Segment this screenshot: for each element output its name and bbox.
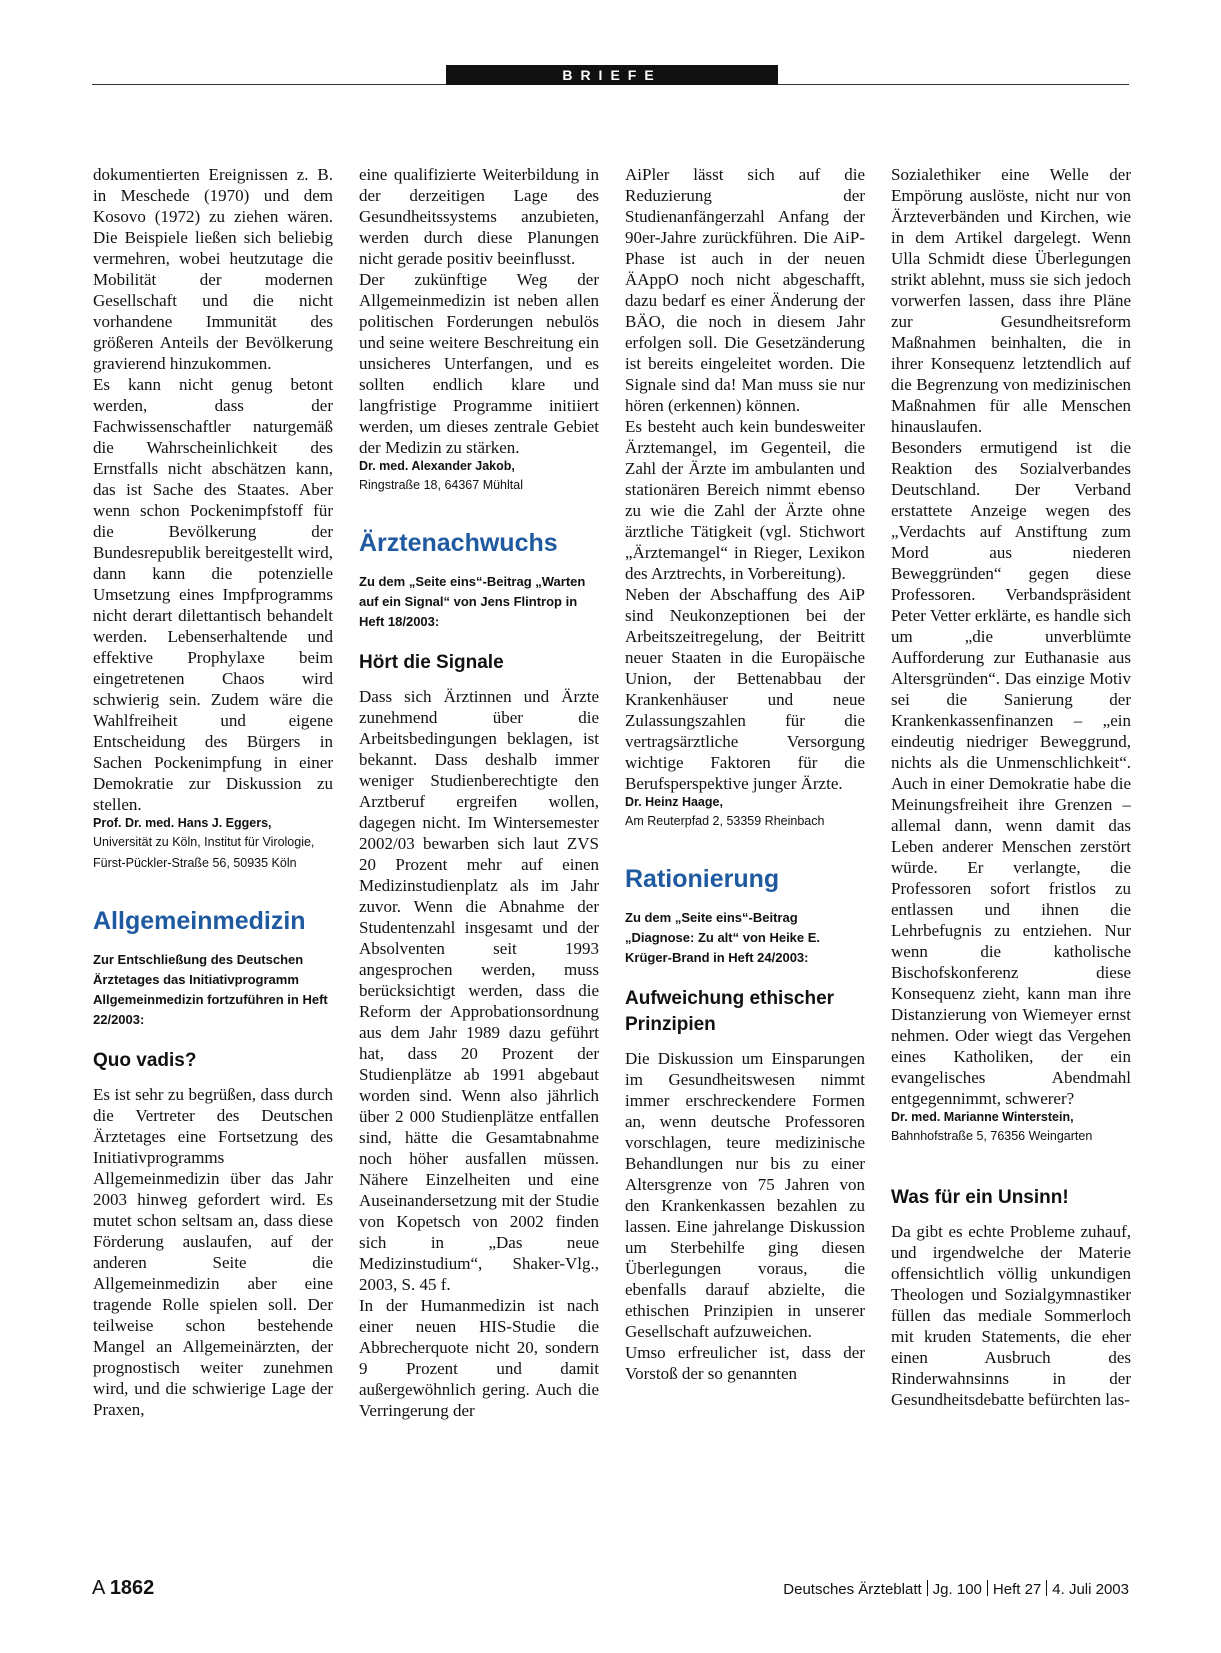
section-title-aerztenachwuchs: Ärztenachwuchs xyxy=(359,529,558,557)
page-prefix: A xyxy=(92,1577,105,1599)
paragraph: AiPler lässt sich auf die Reduzierung der Studienanfängerzahl Anfang der 90er-Jahre zurückführen. Die AiP-Phase ist auch in der neuen ÄAppO noch nicht abgeschafft, dazu bedarf es einer Änderung der BÄO, die noch in diesem Jahr erfolgen soll. Die Gesetzänderung ist bereits eingeleitet worden. Die Signale sind da! Man muss sie nur hören (erkennen) können. xyxy=(625,165,865,415)
signature-address: Universität zu Köln, Institut für Virologie, Fürst-Pückler-Straße 56, 50935 Köln xyxy=(93,835,315,870)
section-title-rationierung: Rationierung xyxy=(625,865,780,893)
journal-info xyxy=(783,1580,1129,1598)
section-title-allgemeinmedizin: Allgemeinmedizin xyxy=(93,907,306,935)
paragraph: Die Diskussion um Einsparungen im Gesundheitswesen nimmt immer erschreckendere Formen an, wenn deutsche Professoren vorschlagen, teure medizinische Behandlungen nur bis zu einer Altersgrenze von 75 Jahren von den Krankenkassen bezahlen zu lassen. Eine jahrelange Diskussion um Sterbehilfe ging diesen Überlegungen voraus, die ebenfalls darauf abzielte, die ethischen Prinzipien in unserer Gesellschaft aufzuweichen. xyxy=(625,1049,865,1341)
journal-issue: Heft 27 xyxy=(992,1581,1042,1598)
column-1 xyxy=(93,164,333,1559)
journal-volume: Jg. 100 xyxy=(932,1581,982,1598)
paragraph: Da gibt es echte Probleme zuhauf, und irgendwelche der Materie offensichtlich völlig unkundigen Theologen und Sozialgymnastiker füllen das mediale Sommerloch mit kruden Statements, die eher einen Ausbruch des Rinderwahnsinns in der Gesundheitsdebatte befürchten las- xyxy=(891,1222,1131,1409)
section-header: BRIEFE xyxy=(446,65,778,85)
signature-name: Dr. med. Alexander Jakob, xyxy=(359,459,515,473)
paragraph: Neben der Abschaffung des AiP sind Neukonzeptionen bei der Arbeitszeitregelung, der Beitritt neuer Staaten in die Europäische Union, der Bettenabbau der Krankenhäuser und neue Zulassungszahlen für die vertragsärztliche Versorgung wichtige Faktoren für die Berufsperspektive junger Ärzte. xyxy=(625,585,865,793)
paragraph: Umso erfreulicher ist, dass der Vorstoß der so genannten xyxy=(625,1343,865,1383)
paragraph: Es kann nicht genug betont werden, dass der Fachwissenschaftler naturgemäß die Wahrscheinlichkeit des Ernstfalls nicht abschätzen kann, das ist Sache des Staates. Aber wenn schon Pockenimpfstoff für die Bevölkerung der Bundesrepublik bereitgestellt wird, dann kann die potenzielle Umsetzung eines Impfprogramms nicht derart dilettantisch behandelt werden. Lebenserhaltende und effektive Prophylaxe beim eingetretenen Chaos wird schwierig sein. Zudem wäre die Wahlfreiheit und eigene Entscheidung des Bürgers in Sachen Pockenimpfung in einer Demokratie zur Diskussion zu stellen. xyxy=(93,375,333,814)
paragraph: dokumentierten Ereignissen z. B. in Meschede (1970) und dem Kosovo (1972) zu ziehen wären. Die Beispiele ließen sich beliebig vermehren, wobei heutzutage die Mobilität der modernen Gesellschaft und die nicht vorhandene Immunität des größeren Anteils der Bevölkerung gravierend hinzukommen. xyxy=(93,165,333,373)
article-reference: Zu dem „Seite eins“-Beitrag „Diagnose: Zu alt“ von Heike E. Krüger-Brand in Heft 24/2003: xyxy=(625,910,821,965)
paragraph: Dass sich Ärztinnen und Ärzte zunehmend über die Arbeitsbedingungen beklagen, ist bekannt. Dass deshalb immer weniger Studienberechtigte den Arztberuf ergreifen wollen, dagegen nicht. Im Wintersemester 2002/03 bewarben sich laut ZVS 20 Prozent mehr auf einen Medizinstudienplatz als im Jahr zuvor. Wenn die Abnahme der Studentenzahl insgesamt und der Absolventen seit 1993 angesprochen werden, muss berücksichtigt werden, dass die Reform der Approbationsordnung aus dem Jahr 1989 dazu geführt hat, dass 20 Prozent der Studienplätze ab 1991 abgebaut worden sind. Wenn also jährlich über 2 000 Studienplätze entfallen sind, hätte die Gesamtabnahme noch höher ausfallen müssen. Nähere Einzelheiten und eine Auseinandersetzung mit der Studie von Kopetsch von 2002 finden sich in „Das neue Medizinstudium“, Shaker-Vlg., 2003, S. 45 f. xyxy=(359,687,599,1294)
column-2 xyxy=(359,164,599,1559)
paragraph: Besonders ermutigend ist die Reaktion des Sozialverbandes Deutschland. Der Verband erstattete Anzeige wegen des „Verdachts auf Anstiftung zum Mord aus niederen Beweggründen“ gegen diese Professoren. Verbandspräsident Peter Vetter erklärte, es handle sich um „die unverblümte Aufforderung zur Euthanasie aus Altersgründen“. Das einzige Motiv sei die Sanierung der Krankenkassenfinanzen – „ein eindeutig niedriger Beweggrund, nichts als die Unmenschlichkeit“. Auch in einer Demokratie habe die Meinungsfreiheit ihre Grenzen – allemal dann, wenn damit das Leben anderer Menschen zerstört würde. Er verlangte, die Professoren sofort fristlos zu entlassen und ihnen die Lehrbefugnis zu entziehen. Nur wenn die katholische Bischofskonferenz diese Konsequenz zieht, kann man ihre Distanzierung von Wiemeyer ernst nehmen. Oder wiegt das Vergehen eines Katholiken, der ein evangelisches Abendmahl entgegennimmt, schwerer? xyxy=(891,438,1131,1108)
paragraph: Der zukünftige Weg der Allgemeinmedizin ist neben allen politischen Forderungen nebulös und seine weitere Beschreitung ein unsicheres Unterfangen, und es sollten endlich klare und langfristige Programme initiiert werden, um dieses zentrale Gebiet der Medizin zu stärken. xyxy=(359,270,599,457)
journal-name: Deutsches Ärzteblatt xyxy=(783,1581,922,1598)
letter-title: Hört die Signale xyxy=(359,652,504,673)
letter-title: Was für ein Unsinn! xyxy=(891,1187,1069,1208)
signature-name: Prof. Dr. med. Hans J. Eggers, xyxy=(93,816,272,830)
signature-address: Am Reuterpfad 2, 53359 Rheinbach xyxy=(625,814,825,828)
letter-title: Aufweichung ethischer Prinzipien xyxy=(625,988,835,1035)
journal-date: 4. Juli 2003 xyxy=(1052,1581,1129,1598)
column-4 xyxy=(891,164,1131,1559)
signature-address: Ringstraße 18, 64367 Mühltal xyxy=(359,478,523,492)
paragraph: Sozialethiker eine Welle der Empörung auslöste, nicht nur von Ärzteverbänden und Kirchen, wie in dem Artikel dargelegt. Wenn Ulla Schmidt diese Überlegungen strikt ablehnt, muss sie sich jedoch vorwerfen lassen, dass ihre Pläne zur Gesundheitsreform Maßnahmen beinhalten, die in ihrer Konsequenz letztendlich auf die Begrenzung von medizinischen Maßnahmen für alle Menschen hinauslaufen. xyxy=(891,165,1131,436)
letter-title: Quo vadis? xyxy=(93,1050,197,1071)
paragraph: In der Humanmedizin ist nach einer neuen HIS-Studie die Abbrecherquote nicht 20, sondern 9 Prozent und damit außergewöhnlich gering. Auch die Verringerung der xyxy=(359,1296,599,1420)
paragraph: Es ist sehr zu begrüßen, dass durch die Vertreter des Deutschen Ärztetages eine Fortsetzung des Initiativprogramms Allgemeinmedizin über das Jahr 2003 hinweg gefordert wird. Es mutet schon seltsam an, dass diese Förderung auslaufen, auf der anderen Seite die Allgemeinmedizin aber eine tragende Rolle spielen soll. Der teilweise schon bestehende Mangel an Allgemeinärzten, der prognostisch weiter zunehmen wird, und die schwierige Lage der Praxen, xyxy=(93,1085,333,1419)
page-number-value: 1862 xyxy=(109,1577,155,1599)
signature-name: Dr. Heinz Haage, xyxy=(625,795,723,809)
signature-name: Dr. med. Marianne Winterstein, xyxy=(891,1110,1074,1124)
article-reference: Zur Entschließung des Deutschen Ärztetages das Initiativprogramm Allgemeinmedizin fortzuführen in Heft 22/2003: xyxy=(93,952,328,1027)
article-reference: Zu dem „Seite eins“-Beitrag „Warten auf ein Signal“ von Jens Flintrop in Heft 18/2003: xyxy=(359,574,586,629)
signature-address: Bahnhofstraße 5, 76356 Weingarten xyxy=(891,1129,1093,1143)
separator xyxy=(1046,1580,1047,1596)
paragraph: eine qualifizierte Weiterbildung in der derzeitigen Lage des Gesundheitssystems anzubieten, werden durch diese Planungen nicht gerade positiv beeinflusst. xyxy=(359,165,599,268)
paragraph: Es besteht auch kein bundesweiter Ärztemangel, im Gegenteil, die Zahl der Ärzte im ambulanten und stationären Bereich nimmt ebenso zu wie die Zahl der Ärzte ohne ärztliche Tätigkeit (vgl. Stichwort „Ärztemangel“ in Rieger, Lexikon des Arztrechts, in Vorbereitung). xyxy=(625,417,865,583)
separator xyxy=(927,1580,928,1596)
separator xyxy=(987,1580,988,1596)
column-3 xyxy=(625,164,865,1559)
page-number xyxy=(92,1577,154,1600)
